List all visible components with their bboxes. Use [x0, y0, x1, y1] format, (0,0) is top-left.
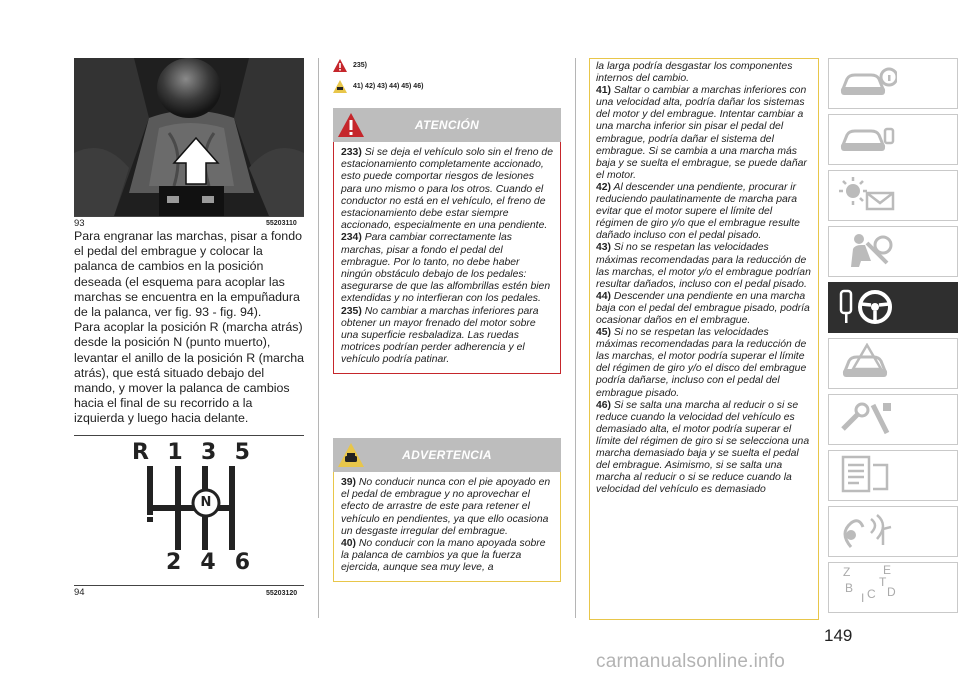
note-number: 43): [596, 242, 612, 254]
advertencia-header: [333, 438, 561, 472]
shift-pattern-diagram: [128, 440, 252, 580]
figure-rule: [74, 216, 304, 217]
index-letters-icon: [843, 565, 903, 609]
chapter-tab-specifications[interactable]: [828, 450, 958, 501]
note-text: Si no se respetan las velocidades máximas recomendadas para la reducción de las marchas, el motor y/o el embrague podrían resultar dañados, incluso con el pedal pisado.: [596, 242, 811, 290]
note-number: 233): [341, 147, 362, 158]
caution-triangle-icon: [333, 80, 347, 93]
chapter-tab-maintenance[interactable]: [828, 394, 958, 445]
chapter-tab-warning-lights[interactable]: [828, 170, 958, 221]
gear-lever-photo: [74, 58, 304, 216]
figure-code: 55203120: [266, 590, 298, 597]
index-letter: D: [887, 585, 896, 599]
gear-label-3: 3: [200, 440, 217, 465]
note-text: Si se deja el vehículo solo sin el freno de estacionamiento completamente accionado, esto puede comportar riesgos de lesiones para uno mismo o para los otros. Cuando el conductor no está en el vehículo, el freno de estacionamiento debe estar siempre accionado, especialmente en una pendiente.: [341, 147, 553, 232]
note-number: 41): [596, 85, 612, 97]
note-text: Para cambiar correctamente las marchas, pisar a fondo el pedal del embrague. Por lo tanto, no debe haber ningún obstáculo debajo de los pedales: asegurarse de que las alfombrillas estén bien extendidas y no interfieran con los pedales.: [341, 232, 551, 305]
note-item: [596, 400, 812, 497]
note-text: Si no se respetan las velocidades máximas recomendadas para la reducción de las marchas, el motor podría superar el límite del régimen de giro y/o el disco del embrague podría dañarse, incluso con el pedal del embrague pisado.: [596, 327, 807, 399]
note-number: 46): [596, 399, 612, 411]
chapter-tab-multimedia[interactable]: [828, 506, 958, 557]
attention-notes: [334, 147, 560, 367]
car-key-icon: [837, 119, 897, 159]
emergency-car-icon: [837, 343, 897, 383]
gear-label-5: 5: [234, 440, 250, 465]
advertencia-continued-notes: [590, 59, 818, 498]
watermark: carmanualsonline.info: [596, 651, 786, 672]
continued-text: la larga podría desgastar los componentes internos del cambio.: [596, 61, 793, 85]
specifications-icon: [837, 455, 897, 495]
note-item: [596, 182, 812, 242]
index-letter: B: [845, 581, 854, 595]
advertencia-continuation-box: [589, 58, 819, 620]
note-text: Descender una pendiente en una marcha baja con el pedal del embrague pisado, podría ocasionar daños en el embrague.: [596, 290, 810, 326]
note-number: 234): [341, 232, 362, 244]
multimedia-icon: [837, 511, 897, 551]
note-item: [341, 477, 553, 538]
advertencia-title: ADVERTENCIA: [402, 448, 492, 462]
attention-title: ATENCIÓN: [414, 118, 480, 132]
note-item: [341, 232, 553, 305]
gear-label-1: 1: [167, 440, 183, 465]
note-item: [596, 327, 812, 400]
chapter-tab-emergency[interactable]: [828, 338, 958, 389]
warning-refs: 235): [353, 62, 368, 69]
attention-box: [333, 108, 561, 374]
advertencia-box: [333, 438, 561, 582]
note-item: [596, 291, 812, 327]
index-letter: T: [879, 575, 887, 589]
index-letter: I: [861, 591, 865, 605]
key-steering-wheel-icon: [837, 287, 897, 327]
attention-header: [333, 108, 561, 142]
note-text: No conducir nunca con el pie apoyado en el pedal de embrague y no aprovechar el efecto de arrastre de este para retener el vehículo en pendientes, ya que ello ocasiona un desgaste irregular del embrague.: [341, 477, 551, 537]
gear-shift-instructions: [74, 229, 306, 427]
note-number: 40): [341, 538, 357, 550]
chapter-tab-safety[interactable]: [828, 226, 958, 277]
column-divider: [318, 58, 319, 618]
advertencia-notes: [334, 477, 560, 575]
note-item: [341, 306, 553, 367]
note-item: [596, 242, 812, 290]
caution-reference-row: [333, 80, 423, 93]
note-text: No conducir con la mano apoyada sobre la palanca de cambios ya que la fuerza ejercida, aunque sea muy leve, a: [341, 538, 546, 574]
note-number: 39): [341, 477, 357, 488]
paragraph: Para acoplar la posición R (marcha atrás) desde la posición N (punto muerto), levantar el anillo de la posición R (marcha atrás), que está situado debajo del mando, y mover la palanca de cambios hacia el final de su recorrido a la izquierda y luego hacia delante.: [74, 320, 305, 426]
gear-label-4: 4: [200, 550, 216, 575]
maintenance-tools-icon: [837, 399, 897, 439]
chapter-tab-car-key[interactable]: [828, 114, 958, 165]
gear-label-neutral: N: [200, 495, 212, 510]
note-item: [596, 85, 812, 182]
attention-body: [333, 142, 561, 374]
note-text: Saltar o cambiar a marchas inferiores con una velocidad alta, podría dañar los sistemas del motor y del embrague. Intentar cambiar a una marcha inferior sin pisar el pedal del embrague, podría dañar el sistema del embrague. Si se cambia a una marcha más baja y se suelta el embrague, se puede dañar el motor.: [596, 85, 807, 181]
index-letter: C: [867, 587, 876, 601]
figure-rule: [74, 585, 304, 586]
caution-refs: 41) 42) 43) 44) 45) 46): [353, 83, 424, 90]
gear-label-r: R: [132, 440, 149, 465]
index-letter: Z: [843, 565, 851, 579]
column-divider: [575, 58, 576, 618]
figure-number: 94: [74, 587, 85, 598]
chapter-tab-starting-driving[interactable]: [828, 282, 958, 333]
paragraph: Para engranar las marchas, pisar a fondo el pedal del embrague y colocar la palanca de cambios en la posición deseada (el esquema para acoplar las marchas se encuentra en la empuñadura de la palanca, ver fig. 93 - fig. 94).: [74, 229, 302, 320]
note-text: No cambiar a marchas inferiores para obtener un mayor frenado del motor sobre una superficie resbaladiza. Las ruedas motrices podrían perder adherencia y el vehículo podría patinar.: [341, 305, 539, 366]
figure-code: 55203110: [266, 220, 297, 227]
warning-reference-row: [333, 59, 367, 72]
advertencia-body: [333, 472, 561, 582]
note-text: Si se salta una marcha al reducir o si se reduce cuando la velocidad del vehículo es demasiado alta, el motor podría superar el límite del régimen de giro si se selecciona una marcha demasiado baja y se suelta el pedal del embrague. Asimismo, si se salta una marcha al reducir o si se reduce cuando la velocidad del vehículo es demasiado: [596, 399, 810, 496]
airbag-seatbelt-icon: [837, 231, 897, 271]
note-item: [341, 147, 553, 232]
note-number: 44): [596, 290, 612, 302]
note-number: 45): [596, 327, 612, 339]
note-number: 42): [596, 181, 612, 193]
chapter-tab-car-info[interactable]: [828, 58, 958, 109]
figure-number: 93: [74, 218, 85, 229]
warning-triangle-icon: [333, 59, 347, 72]
car-info-icon: [837, 63, 897, 103]
gear-label-2: 2: [166, 550, 182, 575]
chapter-tab-index[interactable]: [828, 562, 958, 613]
note-number: 235): [341, 305, 362, 317]
note-item: [341, 538, 553, 575]
note-text: Al descender una pendiente, procurar ir reduciendo paulatinamente de marcha para evitar que el motor supere el límite del régimen de giro y/o que el embrague resulte dañado incluso con el pedal pisado.: [596, 181, 800, 242]
warning-lights-icon: [837, 175, 897, 215]
page-number: 149: [824, 626, 853, 645]
gear-label-6: 6: [234, 550, 250, 575]
index-letter: E: [883, 563, 892, 577]
figure-rule: [74, 435, 304, 436]
